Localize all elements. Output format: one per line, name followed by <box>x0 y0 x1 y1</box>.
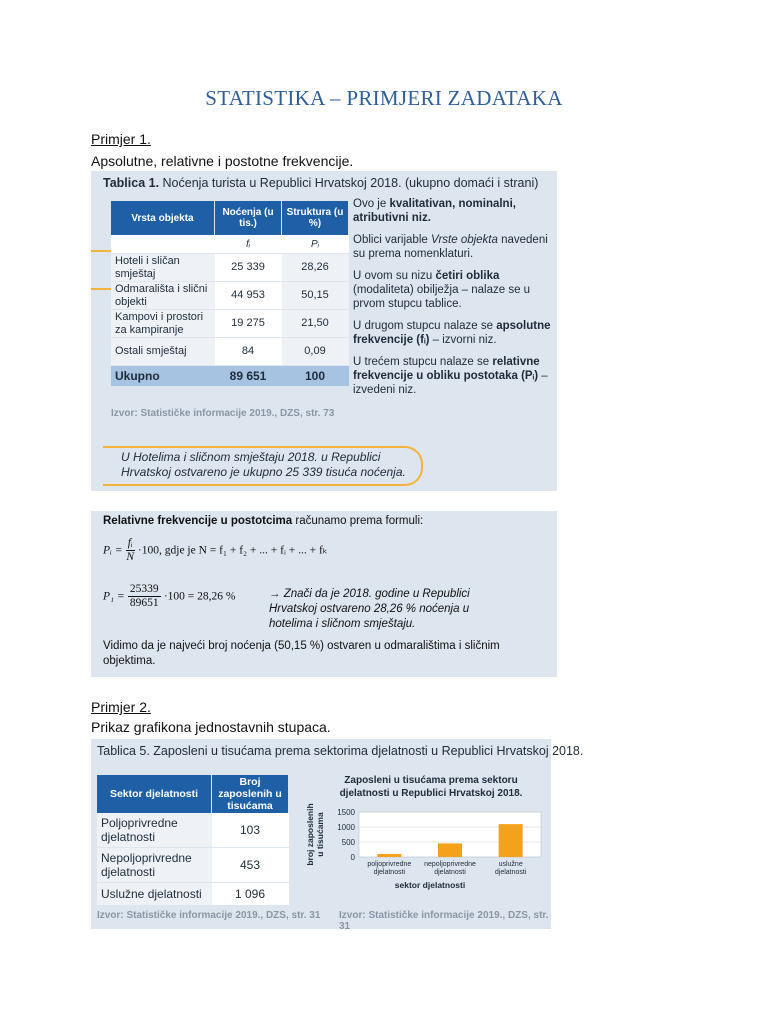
t5-row-sector: Uslužne djelatnosti <box>97 883 212 906</box>
t1-total-value: 89 651 <box>215 366 282 387</box>
example1-subheading: Apsolutne, relativne i postotne frekvencije. <box>91 153 354 169</box>
chart-title-line-2: djelatnosti u Republici Hrvatskoj 2018. <box>339 788 523 799</box>
table1-caption-text: Noćenja turista u Republici Hrvatskoj 2018. (ukupno domaći i strani) <box>162 176 539 190</box>
t1-header-nights: Noćenja (u tis.) <box>215 201 282 235</box>
bar <box>438 843 462 857</box>
t1-row-value: 19 275 <box>215 310 282 338</box>
t1-row-value: 84 <box>215 338 282 366</box>
t1-header-structure: Struktura (u %) <box>282 201 349 235</box>
x-tick-label: djelatnosti <box>373 869 406 876</box>
table5-caption: Tablica 5. Zaposleni u tisućama prema sektorima djelatnosti u Republici Hrvatskoj 2018. <box>97 744 584 758</box>
t1-symbol <box>111 235 215 254</box>
y-tick-label: 0 <box>350 853 355 862</box>
table1-caption-label: Tablica 1. <box>103 176 160 190</box>
table1-explanations <box>353 197 553 405</box>
table5-panel <box>91 739 584 932</box>
table-row <box>97 848 289 883</box>
y-tick-label: 500 <box>341 838 355 847</box>
table-row <box>97 813 289 848</box>
table1-caption <box>103 176 538 190</box>
y-tick-label: 1000 <box>337 823 355 832</box>
t1-symbol: Pᵢ <box>282 235 349 254</box>
explanation-2: Oblici varijable Vrste objekta navedeni su prema nomenklaturi. <box>353 234 548 260</box>
t5-row-sector: Nepoljoprivredne djelatnosti <box>97 848 212 883</box>
explanation-3: U ovom su nizu četiri oblika (modaliteta) obilježja – nalaze se u prvom stupcu tablice. <box>353 270 531 310</box>
t1-symbol: fᵢ <box>215 235 282 254</box>
t5-row-value: 453 <box>212 848 289 883</box>
example1-heading: Primjer 1. <box>91 131 151 147</box>
t1-row-pct: 21,50 <box>282 310 349 338</box>
t1-row-value: 25 339 <box>215 254 282 282</box>
formula-panel <box>91 511 557 677</box>
x-tick-label: poljoprivredne <box>367 861 412 868</box>
t5-header-sector: Sektor djelatnosti <box>97 775 212 813</box>
bar <box>499 824 523 857</box>
chart-title-line-1: Zaposleni u tisućama prema sektoru <box>344 775 518 786</box>
t1-row-pct: 0,09 <box>282 338 349 366</box>
bar-chart <box>301 769 549 909</box>
table1-source: Izvor: Statističke informacije 2019., DZS, str. 73 <box>111 408 335 419</box>
table-row <box>111 310 349 338</box>
x-axis-label: sektor djelatnosti <box>394 880 466 890</box>
explanation-4: U drugom stupcu nalaze se apsolutne frekvencije (fᵢ) – izvorni niz. <box>353 320 551 346</box>
example2-heading: Primjer 2. <box>91 699 151 715</box>
t1-row-pct: 28,26 <box>282 254 349 282</box>
t1-row-pct: 50,15 <box>282 282 349 310</box>
formula-intro: Relativne frekvencije u postotcima računamo prema formuli: <box>103 515 424 527</box>
formula-conclusion: Vidimo da je najveći broj noćenja (50,15 %) ostvaren u odmaralištima i sličnim objektima. <box>103 640 500 667</box>
table-row <box>111 338 349 366</box>
t1-total-name: Ukupno <box>111 366 215 387</box>
bar-chart-svg <box>301 769 549 909</box>
table1-panel <box>91 171 557 491</box>
general-formula: Pᵢ = $\frac{\text{fᵢ}}{N}$ ·100, gdje je N = f₁ + f₂ + ... + fᵢ + ... + fₖ <box>103 537 328 563</box>
t1-row-name: Odmarališta i slični objekti <box>111 282 215 310</box>
t5-header-count: Broj zaposlenih u tisućama <box>212 775 289 813</box>
explanation-1: Ovo je kvalitativan, nominalni, atributivni niz. <box>353 198 516 224</box>
t1-row-name: Ostali smještaj <box>111 338 215 366</box>
example-formula-note: → Znači da je 2018. godine u Republici Hrvatskoj ostvareno 28,26 % noćenja u hotelima i sličnom smještaju. <box>269 588 470 630</box>
table5 <box>97 775 289 906</box>
table-row <box>97 883 289 906</box>
y-axis-label-line-2: u tisućama <box>315 812 325 857</box>
table1 <box>111 201 349 387</box>
y-axis-label-line-1: broj zaposlenih <box>305 803 315 866</box>
t5-row-value: 103 <box>212 813 289 848</box>
t1-row-name: Hoteli i sličan smještaj <box>111 254 215 282</box>
t1-row-name: Kampovi i prostori za kampiranje <box>111 310 215 338</box>
explanation-5: U trećem stupcu nalaze se relativne frekvencije u obliku postotaka (Pᵢ) – izvedeni niz. <box>353 356 548 396</box>
chart-source: Izvor: Statističke informacije 2019., DZS, str. 31 <box>339 910 549 932</box>
x-tick-label: djelatnosti <box>494 869 527 876</box>
page-title: STATISTIKA – PRIMJERI ZADATAKA <box>205 86 563 110</box>
example-formula: P₁ = $\frac{25339}{89651}$ ·100 = 28,26 % <box>103 583 236 609</box>
y-tick-label: 1500 <box>337 808 355 817</box>
t1-total-pct: 100 <box>282 366 349 387</box>
x-tick-label: uslužne <box>498 861 523 868</box>
table5-source: Izvor: Statističke informacije 2019., DZS, str. 31 <box>97 910 321 921</box>
x-tick-label: djelatnosti <box>434 869 466 876</box>
table-row <box>111 254 349 282</box>
t1-row-value: 44 953 <box>215 282 282 310</box>
t1-header-type: Vrsta objekta <box>111 201 215 235</box>
t5-row-sector: Poljoprivredne djelatnosti <box>97 813 212 848</box>
t5-row-value: 1 096 <box>212 883 289 906</box>
x-tick-label: nepoljoprivredne <box>424 861 476 868</box>
example2-subheading: Prikaz grafikona jednostavnih stupaca. <box>91 719 331 735</box>
table-row <box>111 282 349 310</box>
table-total-row <box>111 366 349 387</box>
bar <box>377 854 401 857</box>
table1-note: U Hotelima i sličnom smještaju 2018. u Republici Hrvatskoj ostvareno je ukupno 25 339 tisuća noćenja. <box>103 446 423 486</box>
